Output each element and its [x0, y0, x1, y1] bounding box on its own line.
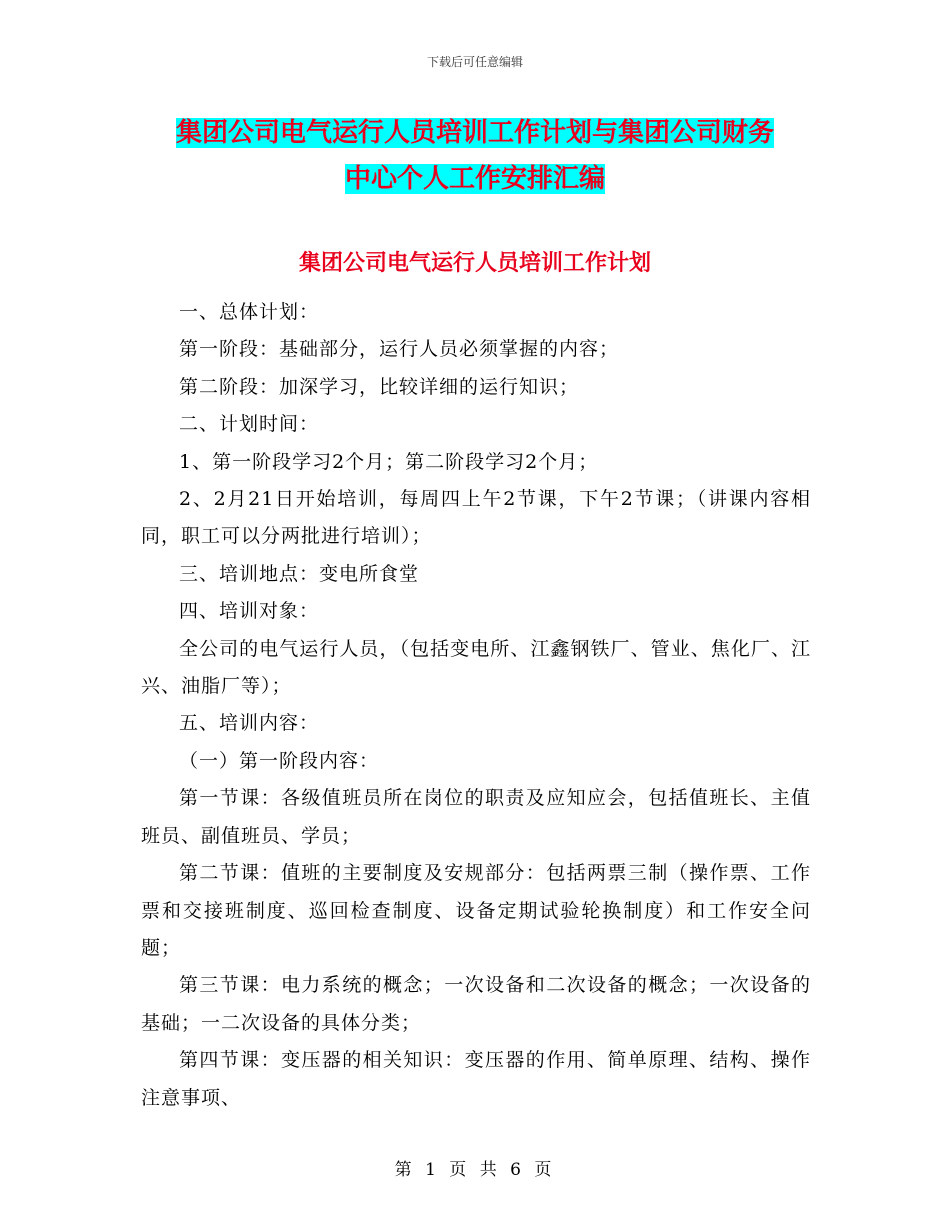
paragraph: 一、总体计划：: [179, 301, 320, 323]
paragraph: 全公司的电气运行人员，（包括变电所、江鑫钢铁厂、管业、焦化厂、江兴、油脂厂等）；: [141, 637, 811, 698]
section-title: 集团公司电气运行人员培训工作计划: [298, 251, 651, 276]
paragraph: 三、培训地点：变电所食堂: [179, 562, 420, 585]
paragraph: 二、计划时间：: [179, 413, 320, 436]
title-line-2: 中心个人工作安排汇编: [344, 164, 605, 194]
paragraph: 第二阶段：加深学习，比较详细的运行知识；: [179, 375, 580, 398]
paragraph: 第三节课：电力系统的概念；一次设备和二次设备的概念；一次设备的基础；一二次设备的具体分类；: [141, 974, 811, 1034]
paragraph: 第四节课：变压器的相关知识：变压器的作用、简单原理、结构、操作注意事项、: [141, 1049, 811, 1109]
document-body: [141, 294, 811, 1117]
paragraph: 2、2月21日开始培训，每周四上午2节课，下午2节课；（讲课内容相同，职工可以分两批进行培训）；: [141, 488, 811, 548]
paragraph: 五、培训内容：: [179, 712, 320, 735]
paragraph: 第二节课：值班的主要制度及安规部分：包括两票三制（操作票、工作票和交接班制度、巡回检查制度、设备定期试验轮换制度）和工作安全问题；: [141, 862, 811, 959]
paragraph: 四、培训对象：: [179, 600, 320, 623]
title-line-1: 集团公司电气运行人员培训工作计划与集团公司财务: [175, 118, 774, 148]
paragraph: 1、第一阶段学习2个月；第二阶段学习2个月；: [179, 450, 599, 473]
paragraph: （一）第一阶段内容：: [179, 749, 380, 772]
header-note: 下载后可任意编辑: [426, 55, 523, 69]
page-footer: 第 1 页 共 6 页: [394, 1160, 556, 1180]
paragraph: 第一节课：各级值班员所在岗位的职责及应知应会，包括值班长、主值班员、副值班员、学员；: [141, 787, 811, 847]
paragraph: 第一阶段：基础部分，运行人员必须掌握的内容；: [179, 338, 620, 361]
document-title: [140, 110, 810, 202]
